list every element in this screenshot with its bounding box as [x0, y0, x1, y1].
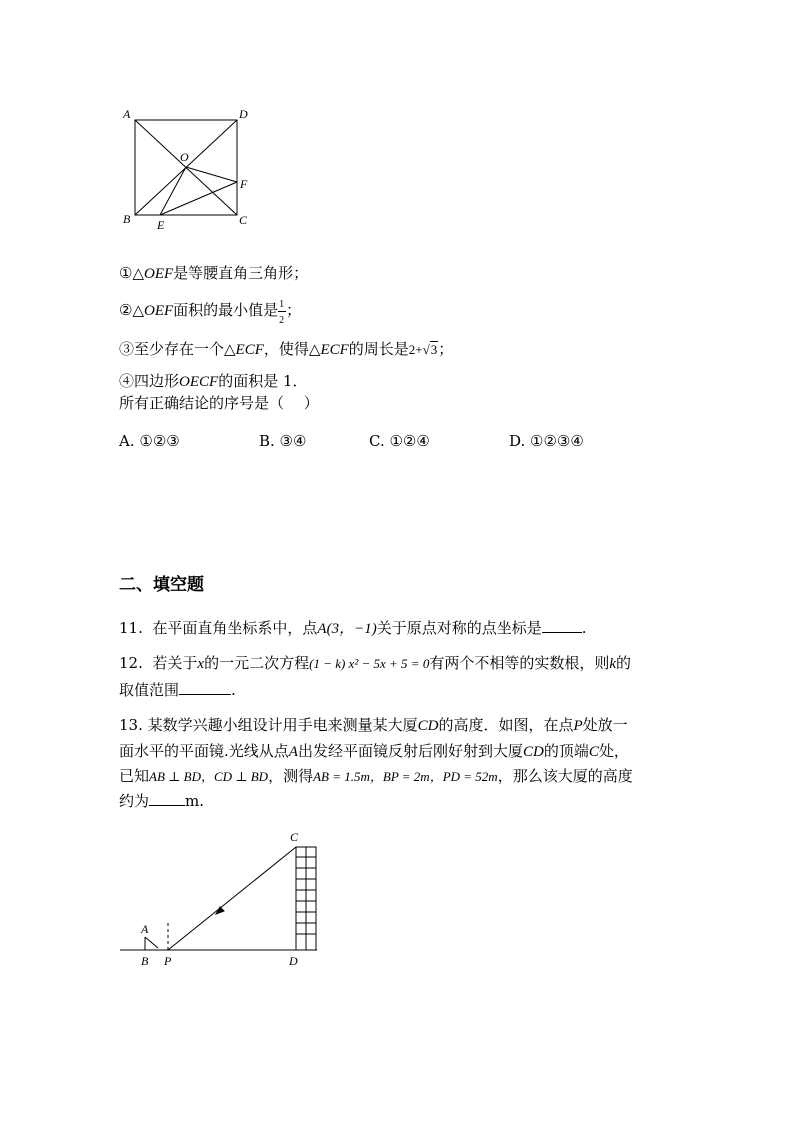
answer-blank-12[interactable] — [179, 680, 231, 695]
question-12-line-1: 12. 若关于x的一元二次方程(1 − k) x² − 5x + 5 = 0有两个不相等的实数根，则k的 — [119, 654, 632, 672]
label-B: B — [123, 212, 131, 226]
square-figure — [115, 100, 265, 235]
label-P2: P — [164, 954, 172, 968]
question-prompt: 所有正确结论的序号是（ ） — [119, 394, 319, 412]
statement-4: ④四边形OECF的面积是 1． — [119, 372, 308, 390]
statement-2: ②△OEF面积的最小值是 $\frac{1}{2}$ ； — [119, 299, 302, 326]
question-13-line-4: 约为 m. — [119, 792, 205, 810]
perimeter-expression: 2+√3 — [408, 342, 438, 357]
question-12-line-2: 取值范围 . — [119, 681, 236, 699]
question-13-line-2: 面水平的平面镜.光线从点A出发经平面镜反射后刚好射到大厦CD的顶端C处， — [119, 742, 629, 760]
question-13-line-1: 13. 某数学兴趣小组设计用手电来测量某大厦CD的高度．如图，在点P处放一 — [119, 716, 628, 734]
label-O: O — [180, 150, 189, 164]
choice-a[interactable]: A. ①②③ — [119, 432, 180, 450]
question-13-line-3: 已知AB ⊥ BD，CD ⊥ BD，测得AB = 1.5m，BP = 2m，PD = 52m，那么该大厦的高度 — [119, 767, 633, 785]
label-D2: D — [289, 954, 298, 968]
question-11: 11. 在平面直角坐标系中，点A(3，−1)关于原点对称的点坐标是 . — [119, 619, 587, 637]
label-C: C — [239, 213, 248, 227]
label-C2: C — [290, 830, 299, 844]
choice-d[interactable]: D. ①②③④ — [509, 432, 584, 450]
label-B2: B — [141, 954, 149, 968]
answer-blank-13[interactable] — [149, 791, 185, 806]
label-E: E — [157, 218, 165, 232]
choice-b[interactable]: B. ③④ — [259, 432, 307, 450]
building-figure — [110, 825, 330, 970]
fraction-one-half: $\frac{1}{2}$ — [279, 299, 285, 326]
choice-c[interactable]: C. ①②④ — [369, 432, 430, 450]
statement-3: ③至少存在一个△ECF，使得△ECF的周长是2+√3； — [119, 340, 454, 358]
section-title: 二、填空题 — [119, 575, 204, 595]
label-A: A — [123, 107, 131, 121]
answer-blank-11[interactable] — [542, 618, 582, 633]
label-D: D — [239, 107, 248, 121]
label-F: F — [240, 177, 248, 191]
statement-1: ①△OEF是等腰直角三角形； — [119, 264, 309, 282]
label-A2: A — [141, 922, 149, 936]
